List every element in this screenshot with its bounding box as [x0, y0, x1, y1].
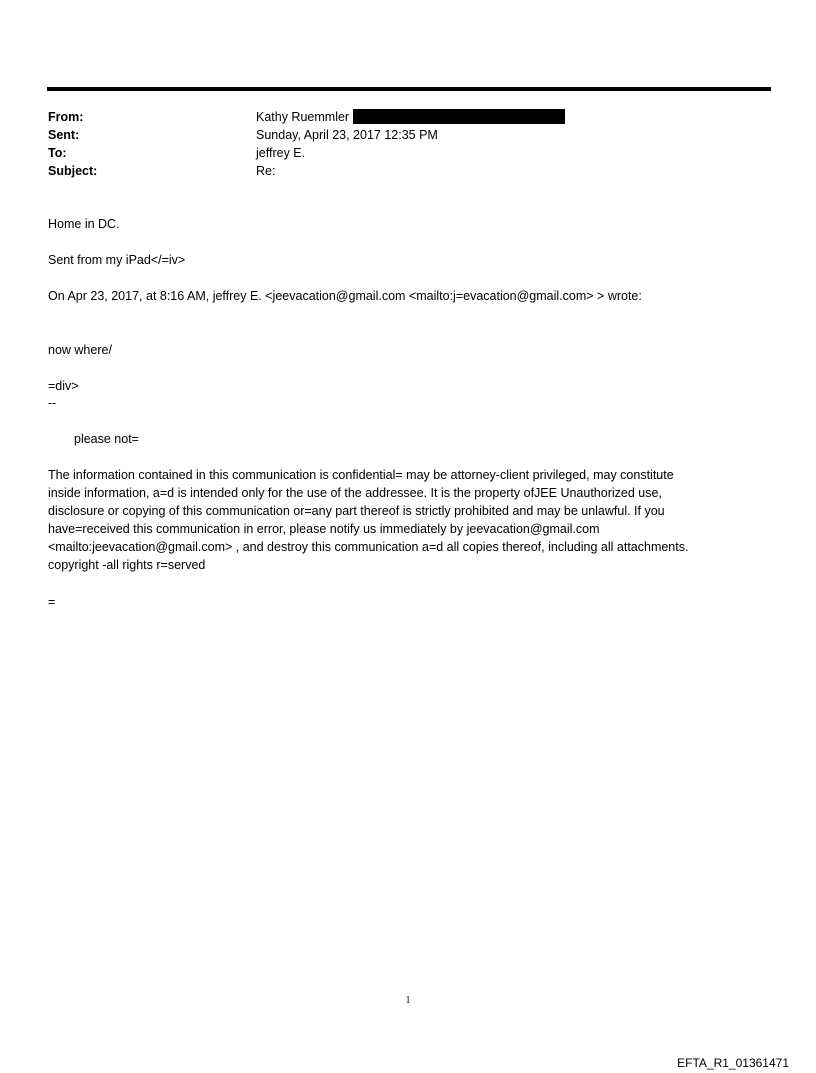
- disclaimer-line: copyright -all rights r=served: [48, 558, 206, 572]
- page-number: 1: [405, 995, 411, 1006]
- sent-value: Sunday, April 23, 2017 12:35 PM: [256, 128, 438, 142]
- quoted-header-line: On Apr 23, 2017, at 8:16 AM, jeffrey E. <jeevacation@gmail.com <mailto:j=evacation@gmail.com> > wrote:: [48, 289, 642, 303]
- disclaimer-line: inside information, a=d is intended only for the use of the addressee. It is the property ofJEE Unauthorized use,: [48, 486, 662, 500]
- disclaimer-line: <mailto:jeevacation@gmail.com> , and destroy this communication a=d all copies thereof, including all attachments.: [48, 540, 689, 554]
- body-line-signature: Sent from my iPad</=iv>: [48, 253, 186, 267]
- subject-value: Re:: [256, 164, 276, 178]
- sent-label: Sent:: [48, 128, 80, 142]
- body-line-home: Home in DC.: [48, 217, 120, 231]
- sender-name: Kathy Ruemmler: [256, 110, 350, 124]
- subject-row: [48, 162, 768, 180]
- disclaimer-line: The information contained in this communication is confidential= may be attorney-client privileged, may constitute: [48, 468, 674, 482]
- signature-separator: --: [48, 396, 57, 410]
- sent-row: [48, 126, 768, 144]
- to-row: [48, 144, 768, 162]
- from-row: [48, 108, 768, 126]
- redaction-box: [353, 109, 565, 124]
- quoted-message: now where/: [48, 343, 112, 357]
- body-line-div: =div>: [48, 379, 79, 393]
- from-label: From:: [48, 110, 84, 124]
- please-note-line: please not=: [74, 432, 139, 446]
- to-label: To:: [48, 146, 67, 160]
- from-value: [256, 108, 565, 126]
- confidentiality-disclaimer: [48, 466, 768, 574]
- email-header: [48, 108, 768, 180]
- subject-label: Subject:: [48, 164, 98, 178]
- header-rule: [47, 87, 771, 91]
- disclaimer-line: disclosure or copying of this communication or=any part thereof is strictly prohibited and may be unlawful. If you: [48, 504, 665, 518]
- disclaimer-line: have=received this communication in error, please notify us immediately by jeevacation@gmail.com: [48, 522, 600, 536]
- bates-number: EFTA_R1_01361471: [677, 1056, 789, 1070]
- to-value: jeffrey E.: [256, 146, 306, 160]
- body-line-end: =: [48, 595, 56, 609]
